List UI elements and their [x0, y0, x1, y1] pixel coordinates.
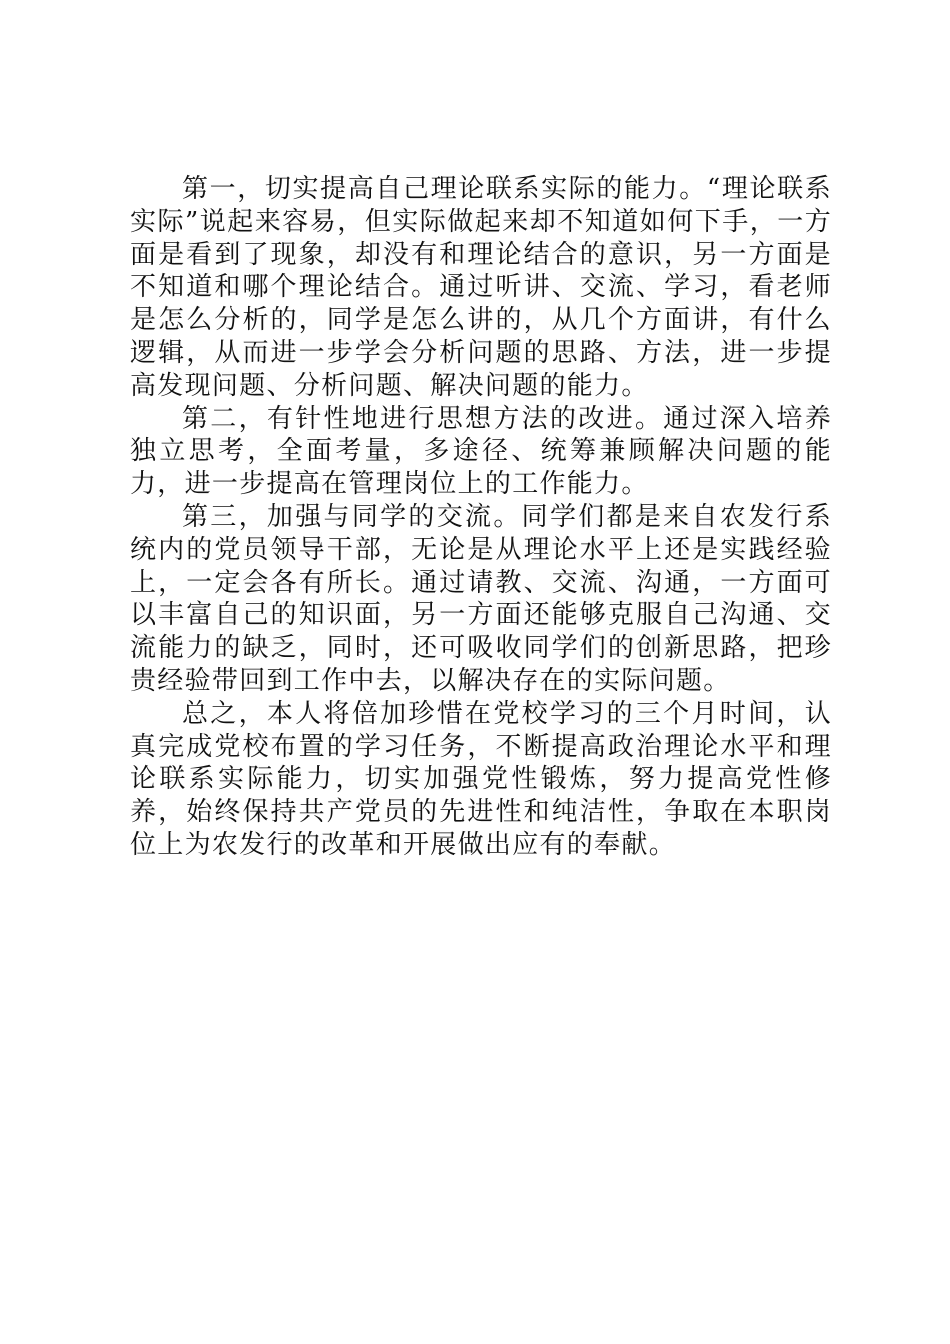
document-body	[130, 173, 832, 862]
paragraph-third: 第三，加强与同学的交流。同学们都是来自农发行系统内的党员领导干部，无论是从理论水平上还是实践经验上，一定会各有所长。通过请教、交流、沟通，一方面可以丰富自己的知识面，另一方面还能够克服自己沟通、交流能力的缺乏，同时，还可吸收同学们的创新思路，把珍贵经验带回到工作中去，以解决存在的实际问题。	[130, 501, 832, 696]
paragraph-first: 第一，切实提高自己理论联系实际的能力。“理论联系实际”说起来容易，但实际做起来却不知道如何下手，一方面是看到了现象，却没有和理论结合的意识，另一方面是不知道和哪个理论结合。通过听讲、交流、学习，看老师是怎么分析的，同学是怎么讲的，从几个方面讲，有什么逻辑，从而进一步学会分析问题的思路、方法，进一步提高发现问题、分析问题、解决问题的能力。	[130, 174, 832, 401]
paragraph-second: 第二，有针性地进行思想方法的改进。通过深入培养独立思考，全面考量，多途径、统筹兼顾解决问题的能力，进一步提高在管理岗位上的工作能力。	[130, 403, 832, 500]
paragraph-conclusion: 总之，本人将倍加珍惜在党校学习的三个月时间，认真完成党校布置的学习任务，不断提高政治理论水平和理论联系实际能力，切实加强党性锻炼，努力提高党性修养，始终保持共产党员的先进性和纯洁性，争取在本职岗位上为农发行的改革和开展做出应有的奉献。	[130, 698, 832, 860]
